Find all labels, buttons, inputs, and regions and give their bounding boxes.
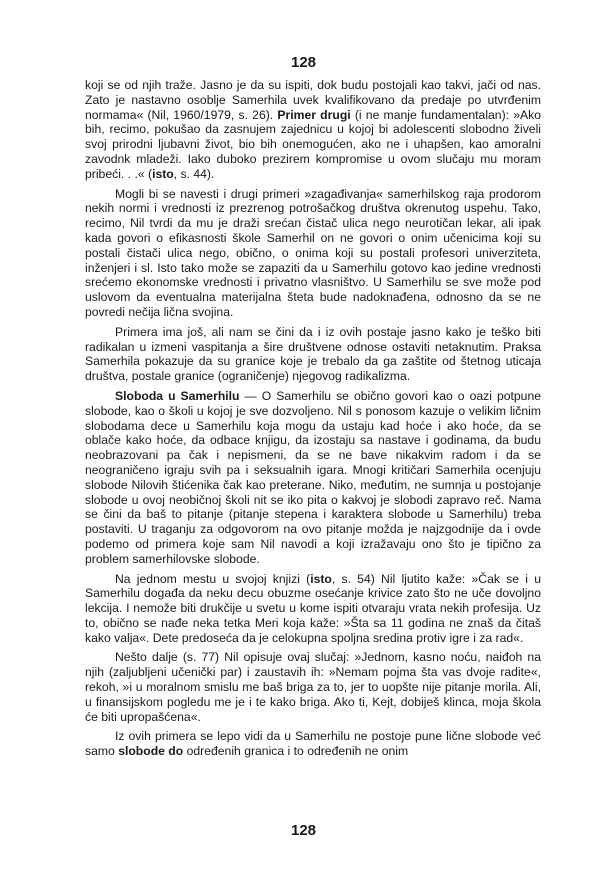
text-run: Primera ima još, ali nam se čini da i iz ovih postaje jasno kako je teško biti radikalan u izmeni vaspitanja a šire društvene odnose ostaviti netaknutim. Praksa Samerhila pokazuje da su granice koje je trebalo da ga zaštite od štetnog uticaja društva, postale granice (ograničenje) njegovog radikalizma. <box>85 324 541 384</box>
text-run: Mogli bi se navesti i drugi primeri »zagađivanja« samerhilskog raja prodorom nekih normi i vrednosti iz prezrenog potrošačkog društva okrenutog uspehu. Tako, recimo, Nil tvrdi da mu je draži srećan čistač ulica nego neurotičan lekar, ali ipak kada govori o efikasnosti škole Samerhil on ne govori o onim učenicima koji su postali čistači ulica nego, obično, o onima koji su postali profesori univerziteta, inženjeri i sl. Isto tako može se zapaziti da u Samerhilu gotovo kao jedine vrednosti srećemo ekonomske vrednosti i privatno vlasništvo. U Samerhilu se sve može pod uslovom da eventualna materijalna šteta bude nadoknađena, odnosno da se ne povredi nečija lična svojina. <box>85 186 541 319</box>
text-run: Iz ovih primera se lepo vidi da u Samerhilu ne postoje pune lične slobode već samo <box>85 729 541 759</box>
bold-text: isto <box>310 571 332 586</box>
paragraph <box>85 78 541 182</box>
bold-text: Primer drugi <box>277 107 351 122</box>
bold-text: slobode do <box>118 744 184 759</box>
page-number-bottom: 128 <box>290 822 317 839</box>
page-body <box>85 78 541 764</box>
page-number-top: 128 <box>290 54 317 71</box>
paragraph <box>85 729 541 759</box>
paragraph <box>85 572 541 646</box>
bold-text: isto <box>152 166 174 181</box>
text-run: koji se od njih traže. Jasno je da su ispiti, dok budu postojali kao takvi, jači od nas. Zato je nastavno osoblje Samerhila uvek kvalifikovano da predaje po utvrđenim normama« (Nil, 1960/1979, s. 26). <box>85 78 541 122</box>
paragraph <box>85 389 541 567</box>
text-run: — O Samerhilu se obično govori kao o oazi potpune slobode, kao o školi u kojoj je sve dozvoljeno. Nil s ponosom kazuje o velikim ličnim slobodama dece u Samerhilu koja mogu da ustaju kad hoće i ako hoće, da se oblače kako hoće, da odbace knjigu, da izostaju sa nastave i godinama, da budu neobrazovani pa čak i nepismeni, da se ne bave nikakvim radom i da se neograničeno igraju svih pa i seksualnih igara. Mnogi kritičari Samerhila ocenjuju slobode Nilovih štićenika čak kao preterane. Niko, međutim, ne sumnja u postojanje slobode u ovoj neobičnoj školi nit se iko pita o kakvoj je slobodi zapravo reč. Nama se čini da baš to pitanje (pitanje stepena i karaktera slobode u Samerhilu) treba postaviti. U traganju za odgovorom na ovo pitanje možda je najzgodnije da i ovde podemo od primera koje sam Nil navodi a koji izražavaju ono što je tipično za problem samerhilovske slobode. <box>85 388 542 566</box>
bold-text: Sloboda u Samerhilu <box>115 388 240 403</box>
paragraph <box>85 187 541 320</box>
paragraph <box>85 650 541 724</box>
text-run: određenih granica i to određenih ne onim <box>183 744 409 759</box>
text-run: Nešto dalje (s. 77) Nil opisuje ovaj slučaj: »Jednom, kasno noću, naiđoh na njih (zaljubljeni učenički par) i zaustavih ih: »Nemam pojma šta vas dvoje radite«, rekoh, »i u moralnom smislu me baš briga za to, jer to uopšte nije pitanje morila. Ali, u finansijskom pogledu me je i te kako briga. Ako ti, Kejt, dobiješ klinca, moja škola će biti upropašćena«. <box>85 650 541 724</box>
text-run: Na jednom mestu u svojoj knjizi ( <box>115 571 311 586</box>
paragraph <box>85 325 541 384</box>
text-run: , s. 44). <box>173 166 215 181</box>
text-run: , s. 54) Nil ljutito kaže: »Čak se i u Samerhilu događa da neku decu obuzme osećanje krivice zato što ne uče dovoljno lekcija. I nemože biti drukčije u svetu u kome ispiti otvaraju vrata nekih profesija. Uz to, obično se nađe neka tetka Meri koja kaže: »Šta sa 11 godina ne znaš da čitaš kako valja«. Dete predoseća da je celokupna spoljna sredina protiv igre i za rad«. <box>85 571 541 645</box>
text-run: (i ne manje fundamentalan): »Ako bih, recimo, pokušao da zasnujem zajednicu u kojoj bi adolescenti slobodno živeli svoj prirodni ljubavni život, bio bih onemogućen, ako ne i uhapšen, kao amoralni zavodnk mladeži. Iako duboko prezirem kompromise u ovom slučaju mu moram pribeći. . .« ( <box>85 107 542 181</box>
